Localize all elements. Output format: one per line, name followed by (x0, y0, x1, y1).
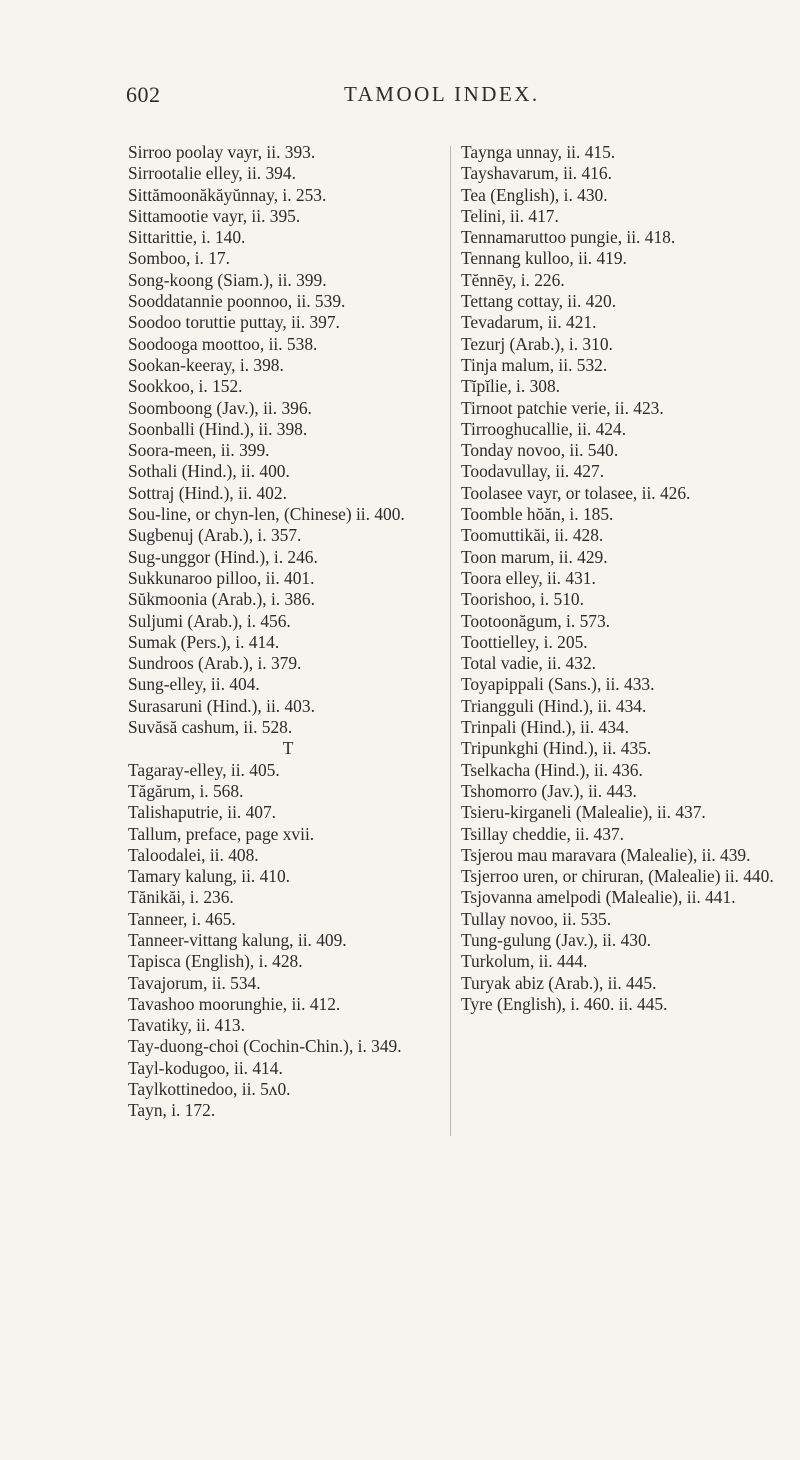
index-entry: Sookan-keeray, i. 398. (128, 354, 284, 375)
index-entry: Sukkunaroo pilloo, ii. 401. (128, 567, 315, 588)
index-entry: Tonday novoo, ii. 540. (461, 440, 619, 461)
index-entry: Tullay novoo, ii. 535. (461, 908, 612, 929)
index-entry: Soomboong (Jav.), ii. 396. (128, 397, 312, 418)
index-entry: Sittămoonăkăyŭnnay, i. 253. (128, 184, 327, 205)
index-entry: Toora elley, ii. 431. (461, 567, 596, 588)
index-entry: Surasaruni (Hind.), ii. 403. (128, 695, 315, 716)
left-entries-t-list (128, 760, 448, 1122)
index-entry: Turyak abiz (Arab.), ii. 445. (461, 972, 657, 993)
index-entry: Taynga unnay, ii. 415. (461, 142, 616, 162)
index-entry: Tinja malum, ii. 532. (461, 354, 608, 375)
index-entry: Taylkottinedoo, ii. 5ʌ0. (128, 1079, 291, 1100)
index-entry: Toomuttikăi, ii. 428. (461, 525, 604, 546)
index-entry: Toolasee vayr, or tolasee, ii. 426. (461, 482, 691, 503)
index-entry: Sug-unggor (Hind.), i. 246. (128, 546, 318, 567)
index-entry: Tavajorum, ii. 534. (128, 972, 261, 993)
index-entry: Somboo, i. 17. (128, 248, 230, 269)
index-entry: Sugbenuj (Arab.), i. 357. (128, 525, 302, 546)
index-entry: Toorishoo, i. 510. (461, 589, 584, 610)
index-entry: Toottielley, i. 205. (461, 631, 588, 652)
index-entry: Trinpali (Hind.), ii. 434. (461, 717, 629, 738)
index-entry: Sirrootalie elley, ii. 394. (128, 163, 296, 184)
left-index-column (128, 142, 448, 1122)
index-entry: Tripunkghi (Hind.), ii. 435. (461, 738, 652, 759)
index-entry: Tayl-kodugoo, ii. 414. (128, 1057, 283, 1078)
right-entries-list (461, 142, 783, 1015)
index-entry: Tezurj (Arab.), i. 310. (461, 333, 613, 354)
index-entry: Sirroo poolay vayr, ii. 393. (128, 142, 316, 162)
index-entry: Tselkacha (Hind.), ii. 436. (461, 759, 643, 780)
index-entry: Tsjovanna amelpodi (Malealie), ii. 441. (461, 887, 736, 908)
index-entry: Sou-line, or chyn-len, (Chinese) ii. 400. (128, 504, 405, 525)
index-entry: Toomble hŏăn, i. 185. (461, 504, 614, 525)
page-number: 602 (126, 82, 161, 107)
index-entry: Sung-elley, ii. 404. (128, 674, 260, 695)
index-entry: Tsjerroo uren, or chiruran, (Malealie) ii. 440. (461, 866, 774, 887)
index-entry: Talishaputrie, ii. 407. (128, 802, 277, 823)
index-entry: Tennang kulloo, ii. 419. (461, 248, 627, 269)
index-entry: Tavatiky, ii. 413. (128, 1015, 245, 1036)
index-entry: Tayn, i. 172. (128, 1100, 216, 1121)
index-entry: Song-koong (Siam.), ii. 399. (128, 269, 327, 290)
index-entry: Tamary kalung, ii. 410. (128, 866, 291, 887)
index-entry: Soodoo toruttie puttay, ii. 397. (128, 312, 340, 333)
index-entry: Total vadie, ii. 432. (461, 653, 596, 674)
index-entry: Sundroos (Arab.), i. 379. (128, 653, 302, 674)
left-entries-list (128, 142, 448, 738)
index-entry: Tyre (English), i. 460. ii. 445. (461, 993, 668, 1014)
index-entry: Sookkoo, i. 152. (128, 376, 243, 397)
index-entry: Sumak (Pers.), i. 414. (128, 631, 280, 652)
index-entry: Tennamaruttoo pungie, ii. 418. (461, 227, 676, 248)
index-entry: Triangguli (Hind.), ii. 434. (461, 695, 647, 716)
index-entry: Toyapippali (Sans.), ii. 433. (461, 674, 655, 695)
index-entry: Tay-duong-choi (Cochin-Chin.), i. 349. (128, 1036, 402, 1057)
index-entry: Tea (English), i. 430. (461, 184, 608, 205)
index-entry: Sittamootie vayr, ii. 395. (128, 205, 301, 226)
index-entry: Tirnoot patchie verie, ii. 423. (461, 397, 664, 418)
index-entry: Turkolum, ii. 444. (461, 951, 588, 972)
section-letter-t: T (282, 738, 294, 759)
running-title: TAMOOL INDEX. (344, 82, 540, 106)
index-entry: Tănikăi, i. 236. (128, 887, 234, 908)
index-entry: Toon marum, ii. 429. (461, 546, 608, 567)
index-entry: Tsieru-kirganeli (Malealie), ii. 437. (461, 802, 706, 823)
index-entry: Suvăsă cashum, ii. 528. (128, 717, 293, 738)
index-entry: Soonballi (Hind.), ii. 398. (128, 418, 308, 439)
index-entry: Tsjerou mau maravara (Malealie), ii. 439. (461, 844, 751, 865)
index-entry: Sittarittie, i. 140. (128, 227, 246, 248)
index-entry: Tăgărum, i. 568. (128, 780, 244, 801)
index-entry: Suljumi (Arab.), i. 456. (128, 610, 291, 631)
index-entry: Tapisca (English), i. 428. (128, 951, 303, 972)
index-entry: Tettang cottay, ii. 420. (461, 291, 617, 312)
column-divider (450, 146, 451, 1136)
index-entry: Tagaray-elley, ii. 405. (128, 759, 280, 780)
index-entry: Tirrooghucallie, ii. 424. (461, 418, 627, 439)
index-entry: Tung-gulung (Jav.), ii. 430. (461, 929, 652, 950)
index-entry: Sottraj (Hind.), ii. 402. (128, 482, 287, 503)
index-entry: Tayshavarum, ii. 416. (461, 163, 612, 184)
index-entry: Sothali (Hind.), ii. 400. (128, 461, 290, 482)
index-entry: Sooddatannie poonnoo, ii. 539. (128, 291, 346, 312)
index-entry: Tavashoo moorunghie, ii. 412. (128, 993, 341, 1014)
right-index-column (455, 142, 783, 1015)
index-entry: Tĭpĭlie, i. 308. (461, 376, 561, 397)
index-entry: Tootoonăgum, i. 573. (461, 610, 611, 631)
index-entry: Tsillay cheddie, ii. 437. (461, 823, 624, 844)
index-entry: Taloodalei, ii. 408. (128, 844, 259, 865)
index-entry: Soora-meen, ii. 399. (128, 440, 270, 461)
index-entry: Tanneer-vittang kalung, ii. 409. (128, 929, 347, 950)
index-entry: Toodavullay, ii. 427. (461, 461, 605, 482)
index-entry: Soodooga moottoo, ii. 538. (128, 333, 318, 354)
index-entry: Tĕnnēy, i. 226. (461, 269, 565, 290)
index-entry: Tallum, preface, page xvii. (128, 823, 315, 844)
index-entry: Telini, ii. 417. (461, 205, 559, 226)
index-entry: Tshomorro (Jav.), ii. 443. (461, 780, 637, 801)
index-entry: Sŭkmoonia (Arab.), i. 386. (128, 589, 315, 610)
index-entry: Tevadarum, ii. 421. (461, 312, 597, 333)
index-entry: Tanneer, i. 465. (128, 908, 236, 929)
